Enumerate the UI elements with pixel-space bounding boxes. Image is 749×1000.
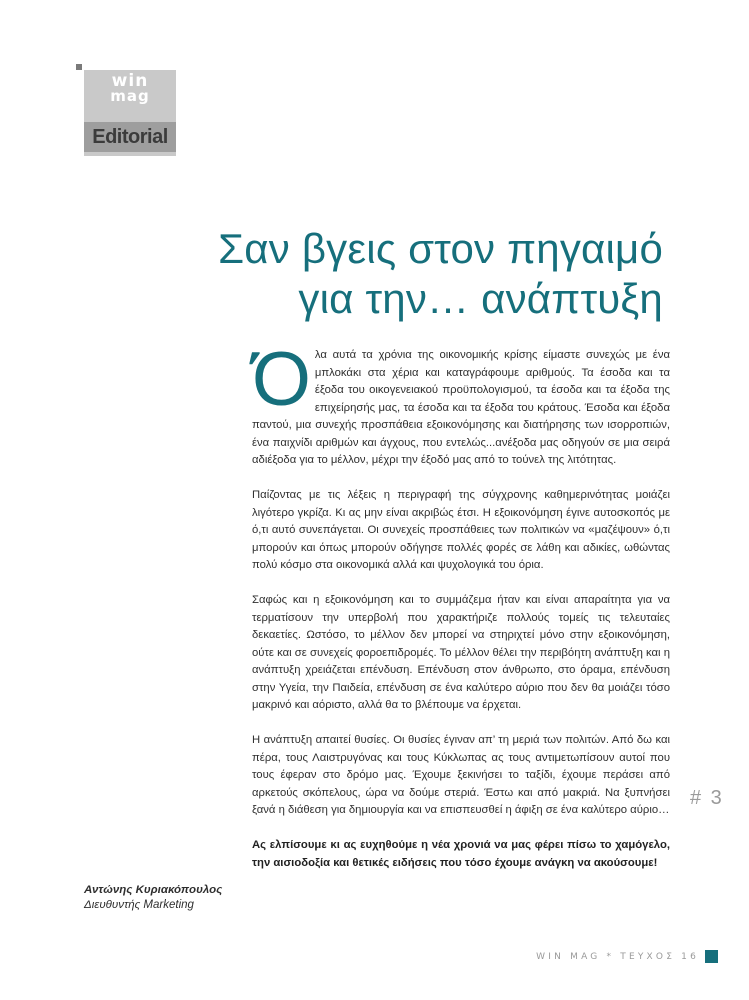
page-number: # 3: [690, 787, 724, 809]
author-role: Διευθυντής Marketing: [84, 899, 194, 911]
magazine-logo: [84, 70, 176, 156]
headline-line-2: για την… ανάπτυξη: [298, 275, 663, 322]
article-paragraph-2: Παίζοντας με τις λέξεις η περιγραφή της σύγχρονης καθημερινότητας μοιάζει λιγότερο γκρίζα. Κι ας μην είναι ακριβώς έτσι. Η εξοικονόμηση έγινε αυτοσκοπός με ό,τι αυτό συνεπάγεται. Οι συνεχείς προσπάθειες των πολιτικών να «μαζέψουν» ό,τι μπορούν και όπως μπορούν οδήγησε πολλές φορές σε λάθη και αδικίες, ωθώντας πολύ κόσμο στα οικονομικά αλλά και ψυχολογικά του όρια.: [252, 489, 670, 571]
paragraph-1-text: λα αυτά τα χρόνια της οικονομικής κρίσης είμαστε συνεχώς με ένα μπλοκάκι στα χέρια και καταγράφουμε αριθμούς. Τα έσοδα και τα έξοδα του οικογενειακού προϋπολογισμού, τα έσοδα και τα έξοδα της επιχείρησής μας, τα έσοδα και τα έξοδα του κράτους. Έσοδα και έξοδα παντού, μια συνεχής προσπάθεια εξοικονόμησης και διατήρησης των ισορροπιών, ένα παιχνίδι αριθμών και άγχους, που εντελώς...ανέξοδα μας οδηγούν σε μια σειρά αδιέξοδα για το μέλλον, μέχρι την έξοδό μας από το τούνελ της λιτότητας.: [252, 349, 670, 466]
logo-line-mag: mag: [110, 87, 150, 105]
article-paragraph-1: [252, 337, 670, 470]
footer-issue: WIN MAG * ΤΕΥΧΟΣ 16: [536, 952, 699, 962]
article-paragraph-3: Σαφώς και η εξοικονόμηση και το συμμάζεμα ήταν και είναι απαραίτητα για να τερματίσουν την υπερβολή που χαρακτήριζε πολλούς τομείς τις τελευταίες δεκαετίες. Ωστόσο, το μέλλον δεν μπορεί να στηριχτεί μόνο στην εξοικονόμηση, ούτε και σε συνεχείς φοροεπιδρομές. Το μέλλον θέλει την περιβόητη ανάπτυξη και η ανάπτυξη χρειάζεται επένδυση. Επένδυση στον άνθρωπο, στο όραμα, επένδυση στην Υγεία, την Παιδεία, επένδυση σε ένα καλύτερο αύριο που δεν θα μοιάζει τόσο μακρινό και αόριστο, αλλά θα το βλέπουμε να έρχεται.: [252, 594, 670, 711]
headline-line-1: Σαν βγεις στον πηγαιμό: [218, 225, 663, 272]
article-headline: [103, 224, 663, 324]
author-name: Αντώνης Κυριακόπουλος: [84, 884, 223, 896]
article-paragraph-4: Η ανάπτυξη απαιτεί θυσίες. Οι θυσίες έγιναν απ’ τη μεριά των πολιτών. Από δω και πέρα, τους Λαιστρυγόνας και τους Κύκλωπας ας τους αντιμετωπίσουν αυτοί που τους έφεραν στο δρόμο μας. Έχουμε ξεκινήσει το ταξίδι, έχουμε περάσει από αρκετούς σκόπελους, ώρα να δούμε στεριά. Έστω και από μακριά. Να ξυπνήσει ξανά η διάθεση για δημιουργία και να επισπευσθεί η άφιξη σε ένα καλύτερο αύριο…: [252, 734, 670, 816]
drop-cap: Ό: [252, 337, 311, 422]
logo-accent-dot: [76, 64, 82, 70]
section-label: Editorial: [84, 122, 176, 152]
article-closing: Ας ελπίσουμε κι ας ευχηθούμε η νέα χρονιά να μας φέρει πίσω το χαμόγελο, την αισιοδοξία και θετικές ειδήσεις που τόσο έχουμε ανάγκη να ακούσουμε!: [252, 839, 670, 869]
article-body: [252, 337, 670, 890]
logo-line-win: win: [111, 71, 149, 91]
author-signature: [84, 883, 264, 913]
logo-wordmark: [84, 71, 176, 105]
footer-accent-square: [705, 950, 718, 963]
